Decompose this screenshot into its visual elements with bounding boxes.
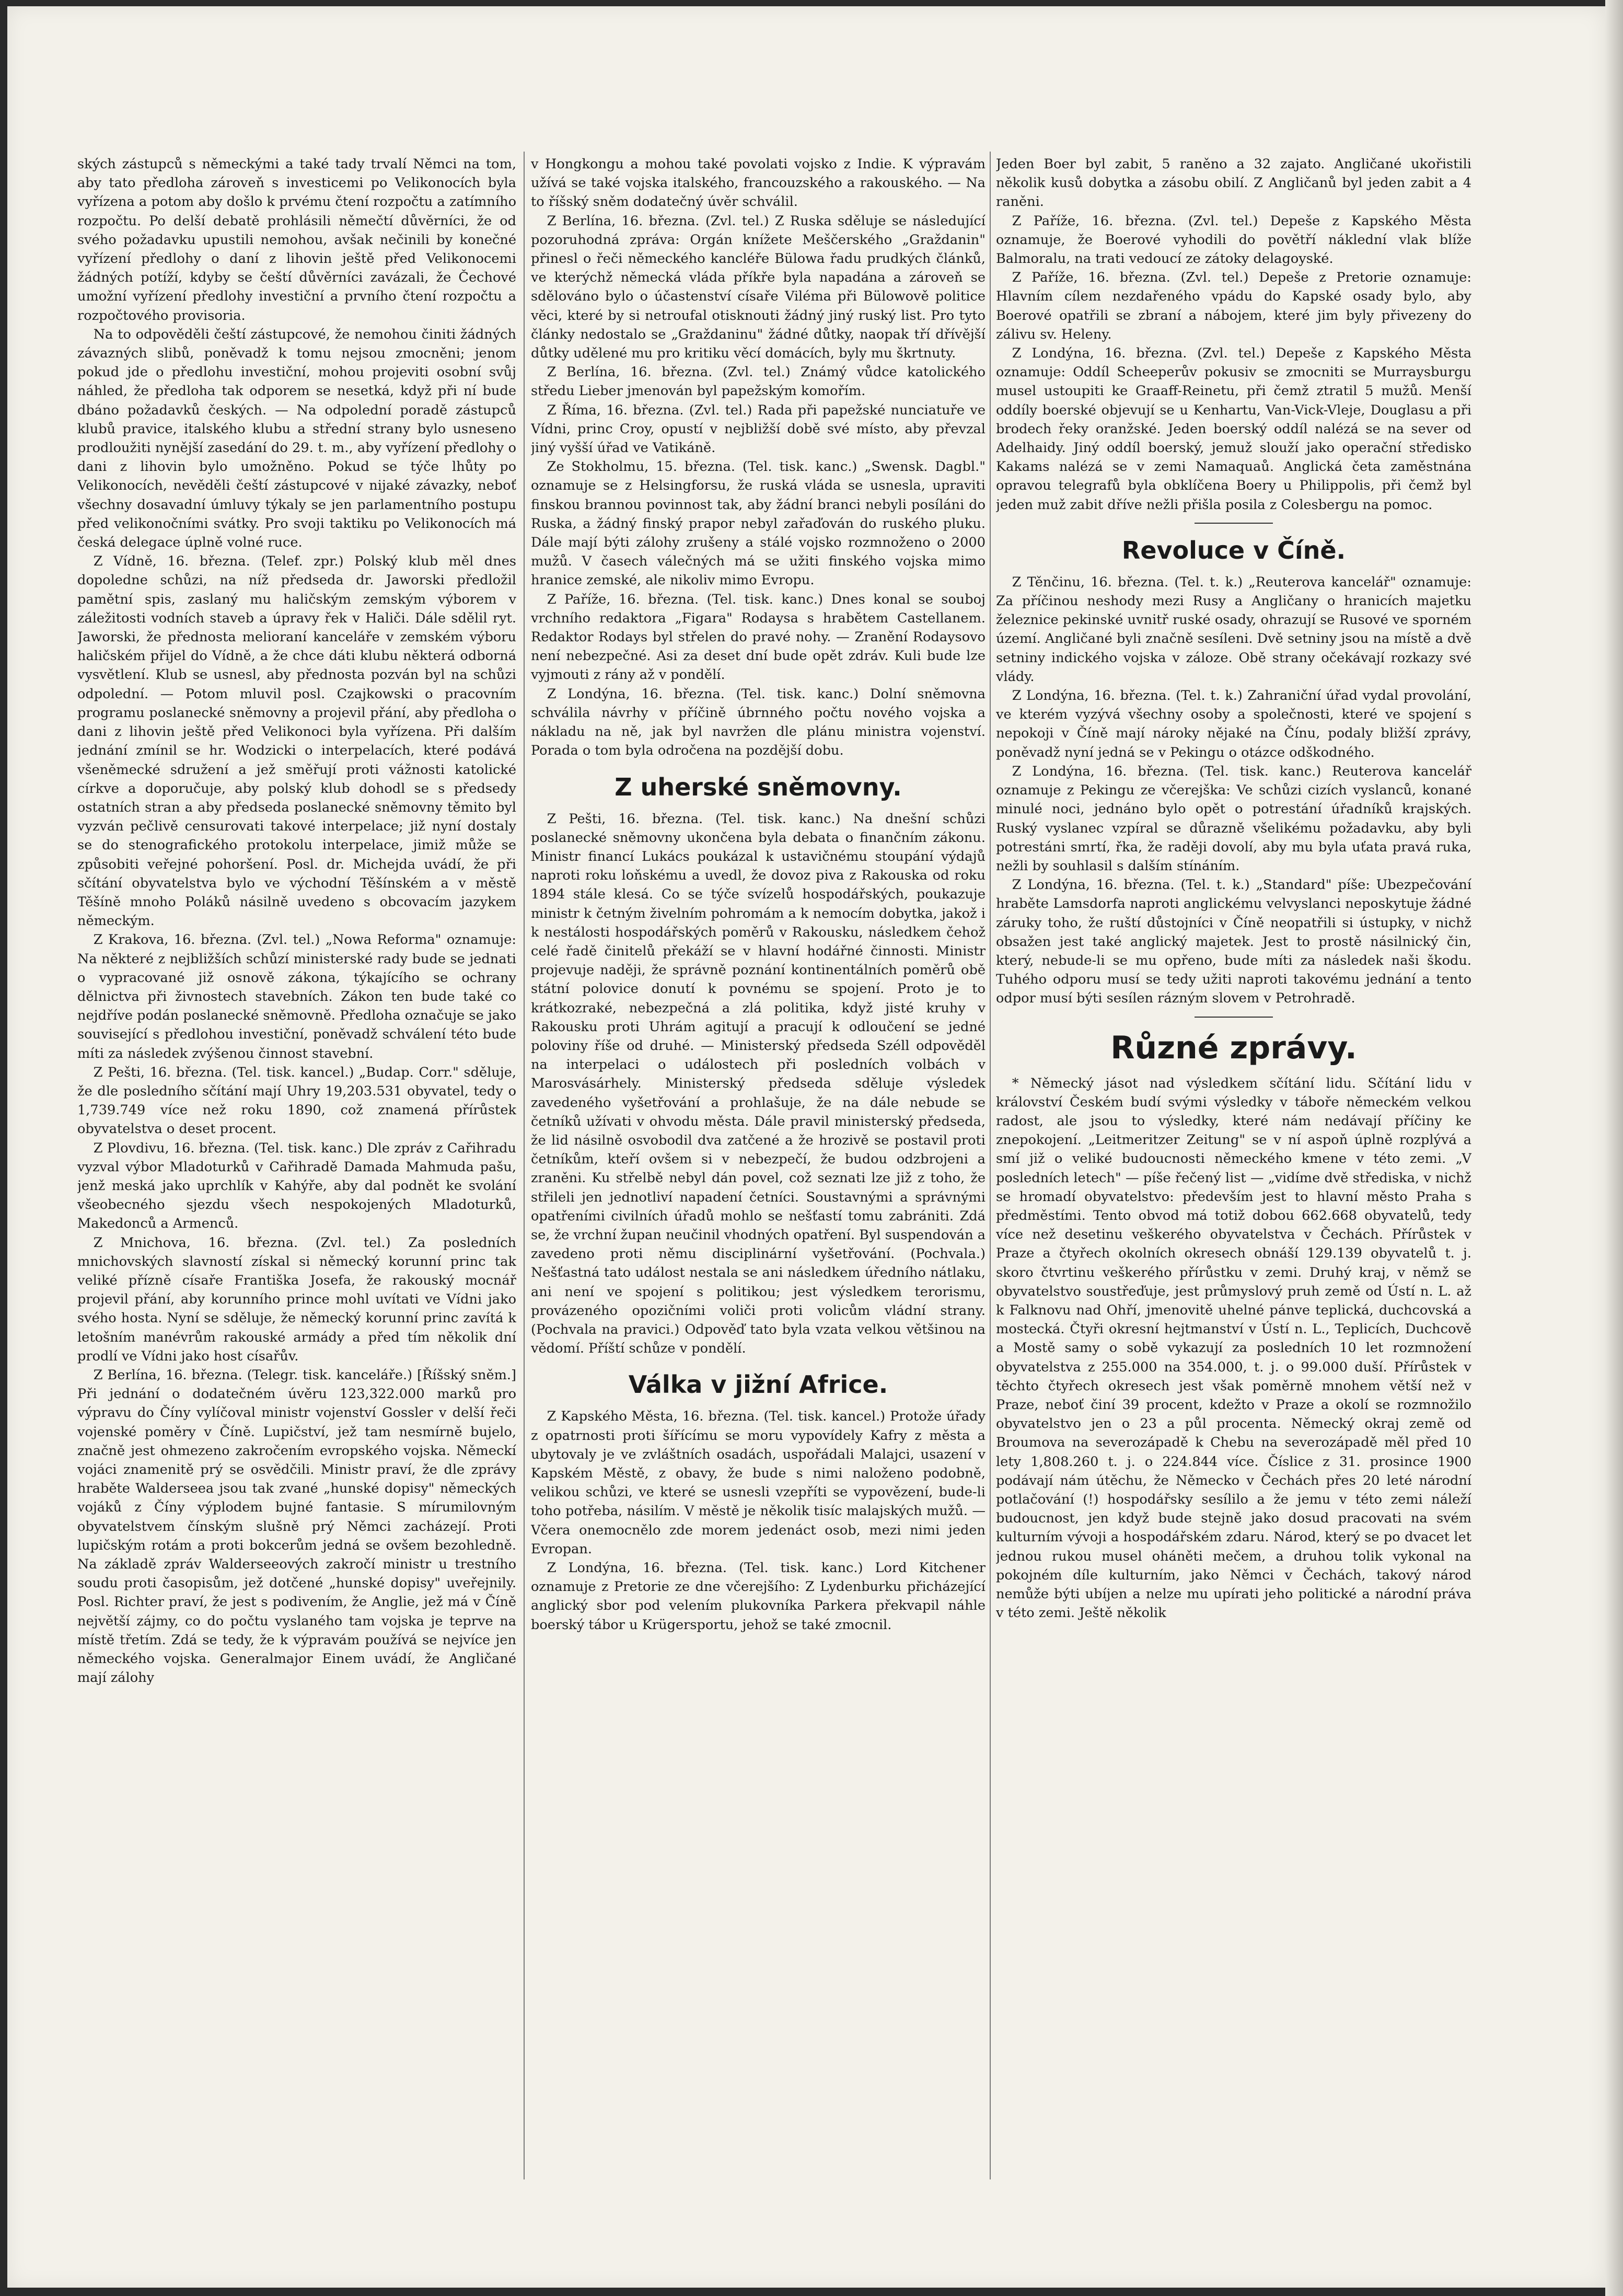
article-paragraph: ských zástupců s německými a také tady trvalí Němci na tom, aby tato předloha zároveň s investicemi po Velikonocích byla vyřízena a potom aby došlo k prvému čtení rozpočtu a zatímního rozpočtu. Po delší debatě prohlásili němečtí důvěrníci, že od svého požadavku upustili nemohou, avšak nečinili by konečné vyřízení předlohy o daní z lihovin ještě před Velikonocemi žádných potíží, kdyby se čeští důvěrníci zavázali, že Čechové umožní vyřízení předlohy investiční a prvního čtení rozpočtu a rozpočtového provisoria. bbox=[77, 156, 516, 324]
news-item-london: Z Londýna, 16. března. (Tel. t. k.) Zahraniční úřad vydal provolání, ve kterém vyzývá všechny osoby a společnosti, které ve spojení s nepokoji v Číně mají nároky nějaké na Čínu, podaly bližší zprávy, poněvadž nyní jedná se v Pekingu o otázce odškodného. bbox=[996, 688, 1471, 760]
column-rule-left bbox=[524, 152, 525, 2179]
news-item-berlin: Z Berlína, 16. března. (Telegr. tisk. kanceláře.) [Říšský sněm.] Při jednání o dodatečném úvěru 123,322.000 marků pro výpravu do Číny vylíčoval ministr vojenství Gossler v delší řeči vojenské poměry v Číně. Lupičství, jež tam nesmírně bujelo, značně jest ohmezeno zakročením evropského vojska. Německí vojáci znamenitě prý se osvědčili. Ministr praví, že dle zprávy hraběte Walderseea jsou tak zvané „hunské dopisy" německých vojáků z Číny výplodem bujné fantasie. S mírumilovným obyvatelstvem čínským slušně prý Němci zacházejí. Proti lupičským rotám a proti bokcerům jedná se ovšem bezohledně. Na základě zpráv Walderseeových zakročí ministr u trestního soudu proti časopisům, jež dotčené „hunské dopisy" uveřejnily. Posl. Richter praví, že jest s podivením, že Anglie, jež má v Číně největší zájmy, co do počtu vyslaného tam vojska je teprve na místě třetím. Zdá se tedy, že k výpravám používá se nejvíce jen německého vojska. Generalmajor Einem uvádí, že Angličané mají zálohy bbox=[77, 1367, 516, 1686]
section-heading: Válka v jižní Africe. bbox=[628, 1370, 888, 1399]
section-heading: Z uherské sněmovny. bbox=[615, 772, 902, 801]
article-paragraph: Jeden Boer byl zabit, 5 raněno a 32 zajato. Angličané ukořistili několik kusů dobytka a zásobu obilí. Z Angličanů byl jeden zabit a 4 raněni. bbox=[996, 156, 1471, 210]
news-item-london: Z Londýna, 16. března. (Tel. tisk. kanc.) Reuterova kancelář oznamuje z Pekingu ze včerejška: Ve schůzi cizích vyslanců, konané minulé noci, jednáno bylo opět o potrestání úřadníků krajských. Ruský vyslanec vzpíral se důrazně všelikému požadavku, aby byli potrestáni smrtí, řka, že raději dovolí, aby mu byla uťata pravá ruka, nežli by souhlasil s dalším stínáním. bbox=[996, 763, 1471, 874]
news-item-pest: Z Pešti, 16. března. (Tel. tisk. kanc.) Na dnešní schůzi poslanecké sněmovny ukončena byla debata o finančním zákonu. Ministr financí Lukács poukázal k ustavičnému stoupání výdajů naproti roku loňskému a uvedl, že dovoz piva z Rakouska od roku 1894 stále klesá. Co se týče svízelů hospodářských, poukazuje ministr k četným živelním pohromám a k nemocím dobytka, jakož i k nestálosti hospodářských poměrů v Rakousku, následkem čehož celé řadě činitelů překáží se v hlavní hodářné činnosti. Ministr projevuje naději, že správně poznání kontinentálních poměrů obě státní polovice donutí k povnému se spojení. Proto je to krátkozraké, nebezpečná a zlá politika, když jisté kruhy v Rakousku proti Uhrám agitují a pracují k odloučení se jedné poloviny říše od druhé. — Ministerský předseda Széll odpověděl na interpelaci o událostech při posledních volbách v Marosvásárhely. Ministerský předseda sděluje výsledek zavedeného vyšetřování a prohlašuje, že na dále nebude se četníků užívati v ohvodu města. Dále pravil ministerský předseda, že lid násilně osvobodil dva zatčené a že hrozivě se postavil proti četníkům, kteří ovšem si v nebezpečí, že budou odzbrojeni a zraněni. Ku střelbě nebyl dán povel, což seznati lze již z toho, že střileli jen jednotliví napadení četníci. Soustavnými a správnými opatřeními civilních úřadů mohlo se nešťastí tomu zabrániti. Zdá se, že vrchní župan neučinil vhodných opatření. Byl suspendován a zavedeno proti němu disciplinární vyšetřování. (Pochvala.) Nešťastná tato událost nestala se ani následkem úředního nátlaku, ani není ve spojení s politikou; jest výsledkem terorismu, provázeného opozičními voliči proti volicům vládní strany. (Pochvala na pravici.) Odpověď tato byla vzata velkou většinou na vědomí. Příští schůze v pondělí. bbox=[531, 811, 986, 1357]
news-item-rome: Z Říma, 16. března. (Zvl. tel.) Rada při papežské nunciatuře ve Vídni, princ Croy, opustí v nejbližší době své místo, aby převzal jiný vyšší úřad ve Vatikáně. bbox=[531, 402, 986, 456]
news-item-london: Z Londýna, 16. března. (Tel. tisk. kanc.) Dolní sněmovna schválila návrhy v příčině úbrnného počtu nového vojska a nákladu na ně, jak byl navržen dle plánu ministra vojenství. Porada o tom byla odročena na pozdější dobu. bbox=[531, 686, 986, 759]
section-heading: Revoluce v Číně. bbox=[1121, 536, 1346, 564]
news-item-london: Z Londýna, 16. března. (Tel. tisk. kanc.) Lord Kitchener oznamuje z Pretorie ze dne včerejšího: Z Lydenburku přicházející anglický sbor pod velením plukovníka Parkera překvapil náhle boerský tábor u Krügersportu, jehož se také zmocnil. bbox=[531, 1560, 986, 1633]
column-3 bbox=[996, 155, 1471, 2256]
news-item-munich: Z Mnichova, 16. března. (Zvl. tel.) Za posledních mnichovských slavností získal si německý korunní princ tak veliké přízně císaře Františka Josefa, že rakouský mocnář projevil přání, aby korunního prince mohl uvítati ve Vídni jako svého hosta. Nyní se sděluje, že německý korunní princ zavítá k letošním manévrům rakouské armády a před tím několik dní prodlí ve Vídni jako host císařův. bbox=[77, 1234, 516, 1364]
news-item-london: Z Londýna, 16. března. (Zvl. tel.) Depeše z Kapského Města oznamuje: Oddíl Scheeperův pokusiv se zmocniti se Murraysburgu musel ustoupiti ke Graaff-Reinetu, při čemž ztratil 5 mužů. Menší oddíly boerské objevují se u Kenhartu, Van-Vick-Vleje, Douglasu a při brodech řeky oranžské. Jeden boerský oddíl nalézá se na sever od Adelhaidy. Jiný oddíl boerský, jemuž slouží jako operační středisko Kakams nalézá se v zemi Namaquaů. Anglická četa zaměstnána opravou telegrafů byla obklíčena Boery u Philippolis, při čemž byl jeden muž zabit dříve nežli přišla posila z Colesbergu na pomoc. bbox=[996, 345, 1471, 513]
page-edge bbox=[1605, 0, 1623, 2296]
news-item-plovdiv: Z Plovdivu, 16. března. (Tel. tisk. kanc.) Dle zpráv z Cařihradu vyzval výbor Mladoturků v Cařihradě Damada Mahmuda pašu, jenž meská jako uprchlík v Kahýře, aby dal podnět ke svolání všeobecného sjezdu všech nespokojených Mladoturků, Makedonců a Armenců. bbox=[77, 1140, 516, 1232]
news-item-cape-town: Z Kapského Města, 16. března. (Tel. tisk. kancel.) Protože úřady z opatrnosti proti šířícímu se moru vypovídely Kafry z města a ubytovaly je ve zvláštních osadách, uspořádali Malajci, usazení v Kapském Městě, z obavy, že bude s nimi naloženo podobně, velikou schůzi, ve které se usnesli vzepříti se vypovězení, bude-li toho potřeba, násilím. V městě je několik tisíc malajských mužů. — Včera onemocnělo zde morem jedenáct osob, mezi nimi jeden Evropan. bbox=[531, 1409, 986, 1557]
news-item-paris: Z Paříže, 16. března. (Zvl. tel.) Depeše z Pretorie oznamuje: Hlavním cílem nezdařeného vpádu do Kapské osady bylo, aby Boerové opatřili se zbraní a nábojem, které jim byly přivezeny do zálivu sv. Heleny. bbox=[996, 270, 1471, 342]
news-item-tientsin: Z Těnčinu, 16. března. (Tel. t. k.) „Reuterova kancelář" oznamuje: Za příčinou neshody mezi Rusy a Angličany o hranicích majetku železnice pekinské uvnitř ruské osady, ohrazují se Rusové ve sporném území. Angličané byli značně sesíleni. Dvě setniny jsou na místě a dvě setniny indického vojska v záloze. Obě strany očekávají rozkazy své vlády. bbox=[996, 574, 1471, 685]
section-heading: Různé zprávy. bbox=[1110, 1029, 1357, 1066]
column-rule-right bbox=[990, 152, 991, 2179]
column-2 bbox=[531, 155, 986, 2256]
column-1 bbox=[77, 155, 516, 2256]
news-item-london: Z Londýna, 16. března. (Tel. t. k.) „Standard" píše: Ubezpečování hraběte Lamsdorfa naproti anglickému velvyslanci neposkytuje žádné záruky toho, že ruští důstojníci v Číně neopatřili si ústupky, v nichž obsažen jest také anglický majetek. Jest to prostě násilnický čin, který, nebude-li se mu opřeno, bude míti za následek naši škodu. Tuhého odporu musí se tedy užiti naproti takovému jednání a tento odpor musí býti sesílen rázným slovem v Petrohradě. bbox=[996, 877, 1471, 1007]
article-paragraph: v Hongkongu a mohou také povolati vojsko z Indie. K výpravám užívá se také vojska italského, francouzského a rakouského. — Na to říšský sněm dodatečný úvěr schválil. bbox=[531, 156, 986, 210]
news-item-census: * Německý jásot nad výsledkem sčítání lidu. Sčítání lidu v království Českém budí svými výsledky v táboře německém velkou radost, ale jsou to výsledky, které nám nedávají příčiny ke znepokojení. „Leitmeritzer Zeitung" se v ní aspoň úplně rozplývá a smí již o veliké budoucnosti německého kmene v této zemi. „V posledních letech" — píše řečený list — „vidíme dvě střediska, v nichž se hromadí obyvatelstvo: především jest to hlavní město Praha s předměstími. Tento obvod má totiž dobou 662.668 obyvatelů, tedy více než desetinu veškerého obyvatelstva v Čechách. Přírůstek v Praze a čtyřech okolních okresech obnáší 129.139 obyvatelů t. j. skoro čtvrtinu veškerého přírůstku v zemi. Druhý kraj, v němž se obyvatelstvo soustřeďuje, jest průmyslový pruh země od Ústí n. L. až k Falknovu nad Ohří, jmenovitě uhelné pánve teplická, duchcovská a mostecká. Čtyři okresní hejtmanství v Ústí n. L., Teplicích, Duchcově a Mostě samy o sobě vykazují za posledních 10 let rozmnožení obyvatelstva z 255.000 na 354.000, t. j. o 99.000 duší. Přírůstek v těchto čtyřech okresech jest však poměrně mnohem větší než v Praze, neboť činí 39 procent, kdežto v Praze a okolí se rozmnožilo obyvatelstvo jen o 23 a půl procenta. Německý okraj země od Broumova na severozápadě k Chebu na severozápadě měl před 10 lety 1,808.260 t. j. o 224.844 více. Číslice z 31. prosince 1900 podávají nám útěchu, že Německo v Čechách přes 20 leté národní potlačování (!) hospodářsky sesílilo a že jemu v této zemi náleží budoucnost, jen když bude stejně jako dosud pracovati na svém kulturním vývoji a hospodářském zdaru. Národ, který se po dvacet let jednou rukou musel oháněti mečem, a druhou tolik vykonal na pokojném díle kulturním, jako Němci v Čechách, takový národ nemůže býti ubíjen a nelze mu upírati jeho politické a národní práva v této zemi. Ještě několik bbox=[996, 1075, 1471, 1621]
news-item-berlin: Z Berlína, 16. března. (Zvl. tel.) Z Ruska sděluje se následující pozoruhodná zpráva: Orgán knížete Meščerského „Graždanin" přinesl o řeči německého kancléře Bülowa řadu prudkých článků, ve kterýchž německá vláda příkře byla napadána a zároveň se sdělováno bylo o účastenství císaře Viléma při Bülowově politice věci, které by si netroufal otisknouti žádný jiný ruský list. Pro tyto články nedostalo se „Graždaninu" žádné důtky, naopak tří dřívější důtky udělené mu pro kritiku věcí domácích, byly mu škrtnuty. bbox=[531, 213, 986, 362]
news-item-pest: Z Pešti, 16. března. (Tel. tisk. kancel.) „Budap. Corr." sděluje, že dle posledního sčítání mají Uhry 19,203.531 obyvatel, tedy o 1,739.749 více než roku 1890, což znamená přírůstek obyvatelstva o deset procent. bbox=[77, 1064, 516, 1137]
article-paragraph: Na to odpověděli čeští zástupcové, že nemohou činiti žádných závazných slibů, poněvadž k tomu nejsou zmocněni; jenom pokud jde o předlohu investiční, mohou projeviti osobní svůj náhled, že předloha tak odporem se nesetká, když při ní bude dbáno požadavků českých. — Na odpolední poradě zástupců klubů pravice, italského klubu a střední strany bylo usneseno prodloužiti nynější zasedání do 29. t. m., aby vyřízení předlohy o dani z lihovin bylo umožněno. Pokud se týče lhůty po Velikonocích, nevěděli čeští zástupcové v nijaké závazky, neboť všechny dosavadní úmluvy týkaly se jen parlamentního postupu před velikonočními svátky. Pro svoji taktiku po Velikonocích má česká delegace úplně volné ruce. bbox=[77, 326, 516, 551]
news-item-vienna: Z Vídně, 16. března. (Telef. zpr.) Polský klub měl dnes dopoledne schůzi, na níž předseda dr. Jaworski předložil pamětní spis, zaslaný mu haličským zemským výborem v záležitosti vodních staveb a úpravy řek v Haliči. Dále sdělil ryt. Jaworski, že přednosta melioraní kanceláře v zemském výboru haličském přijel do Vídně, a že chce dáti klubu některá odborná vysvětlení. Klub se usnesl, aby přednosta pozván byl na schůzi odpolední. — Potom mluvil posl. Czajkowski o pracovním programu poslanecké sněmovny a projevil přání, aby předloha o dani z lihovin ještě před Velikonoci byla vyřízena. Při dalším jednání zmínil se hr. Wodzicki o interpelacích, které podává všeněmecké sdružení a jež směřují proti vážnosti katolické církve a doporučuje, aby polský klub dohodl se s předsedy ostatních stran a aby předseda poslanecké sněmovny těmito byl vyzván pečlivě censurovati takové interpelace; již nyní dostaly se do stenografického protokolu interpelace, jimiž může se způsobiti veřejné pohoršení. Posl. dr. Michejda uvádí, že při sčítání obyvatelstva bylo ve východní Těšínském a v městě Těšíně mnoho Poláků násilně uvedeno s obcovacím jazykem německým. bbox=[77, 553, 516, 929]
divider bbox=[1195, 1017, 1273, 1018]
divider bbox=[1195, 523, 1273, 524]
news-item-paris: Z Paříže, 16. března. (Tel. tisk. kanc.) Dnes konal se souboj vrchního redaktora „Figara" Rodaysa s hrabětem Castellanem. Redaktor Rodays byl střelen do pravé nohy. — Zranění Rodaysovo není nebezpečné. Asi za deset dní bude opět zdráv. Kuli bude lze vyjmouti z rány až v pondělí. bbox=[531, 591, 986, 683]
news-item-paris: Z Paříže, 16. března. (Zvl. tel.) Depeše z Kapského Města oznamuje, že Boerové vyhodili do povětří náklední vlak blíže Balmoralu, na trati vedoucí ze zátoky delagoyské. bbox=[996, 213, 1471, 267]
news-item-stockholm: Ze Stokholmu, 15. března. (Tel. tisk. kanc.) „Swensk. Dagbl." oznamuje se z Helsingforsu, že ruská vláda se usnesla, upraviti finskou brannou povinnost tak, aby žádní branci nebyli posíláni do Ruska, a žádný finský prapor nebyl zařaďován do ruského pluku. Dále mají býti zálohy zrušeny a stálé vojsko rozmnoženo o 2000 mužů. V časech válečných má se užiti finského vojska mimo hranice zemské, ale nikoliv mimo Evropu. bbox=[531, 459, 986, 589]
news-item-berlin: Z Berlína, 16. března. (Zvl. tel.) Známý vůdce katolického středu Lieber jmenován byl papežským komořím. bbox=[531, 364, 986, 399]
news-item-krakow: Z Krakova, 16. března. (Zvl. tel.) „Nowa Reforma" oznamuje: Na některé z nejbližších schůzí ministerské rady bude se jednati o vypracované již osnově zákona, týkajícího se ochrany dělnictva při živnostech stavebních. Zákon ten bude také co nejdříve podán poslanecké sněmovně. Předloha označuje se jako související s předlohou investiční, poněvadž schválení této bude míti za následek zvýšenou činnost stavební. bbox=[77, 932, 516, 1062]
